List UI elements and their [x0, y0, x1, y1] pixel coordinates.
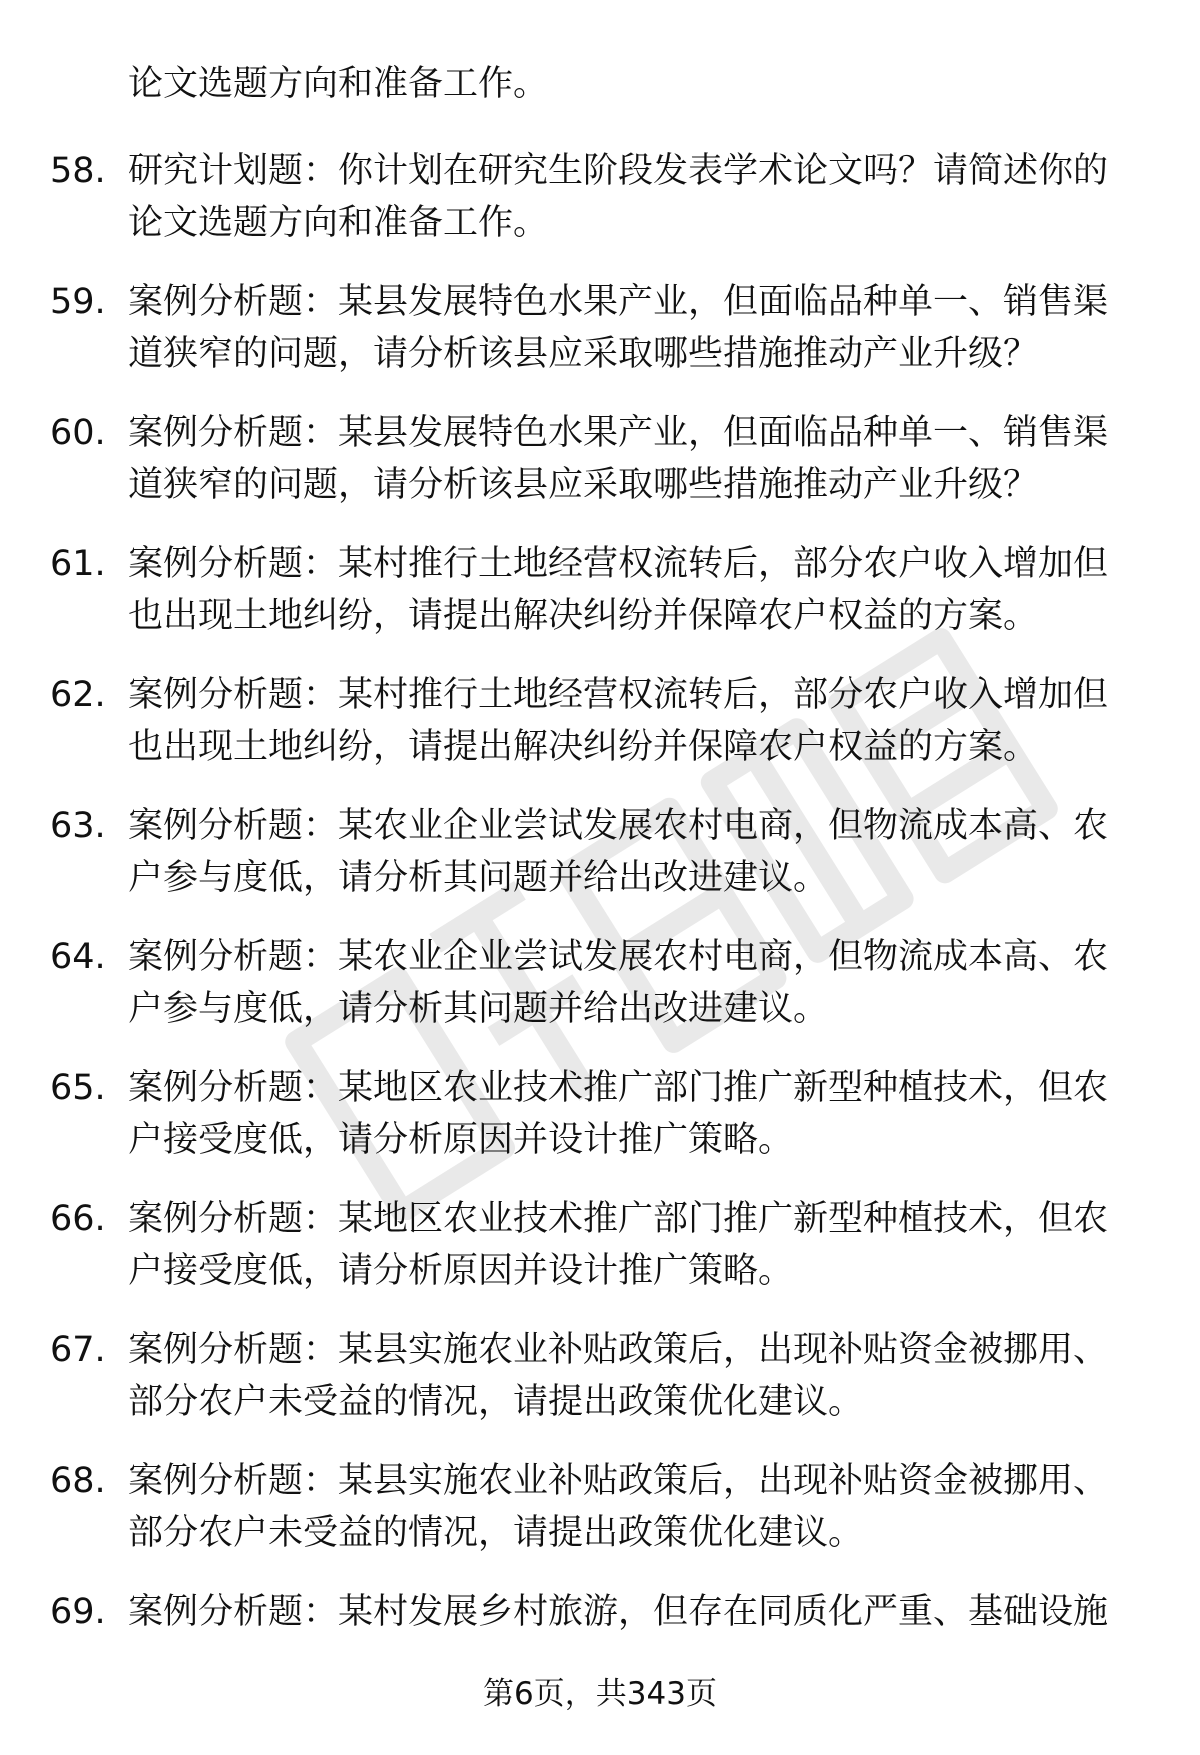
question-text: 案例分析题：某县实施农业补贴政策后，出现补贴资金被挪用、 部分农户未受益的情况，请提出政策优化建议。 — [128, 1461, 1109, 1553]
question-number: 65. — [50, 1068, 106, 1108]
question-number: 67. — [50, 1330, 106, 1370]
question-item — [0, 145, 1200, 276]
question-item — [0, 1324, 1200, 1455]
question-text: 案例分析题：某县发展特色水果产业，但面临品种单一、销售渠 道狭窄的问题，请分析该县应采取哪些措施推动产业升级？ — [128, 413, 1109, 505]
question-number: 68. — [50, 1461, 106, 1501]
question-item — [0, 800, 1200, 931]
question-item — [0, 669, 1200, 800]
question-item — [0, 407, 1200, 538]
question-text: 研究计划题：你计划在研究生阶段发表学术论文吗？请简述你的 论文选题方向和准备工作。 — [128, 151, 1109, 243]
question-number: 63. — [50, 806, 106, 846]
question-item — [0, 1193, 1200, 1324]
question-number: 59. — [50, 282, 106, 322]
question-item — [0, 1062, 1200, 1193]
page-footer: 第6页，共343页 — [483, 1676, 717, 1712]
question-text: 案例分析题：某农业企业尝试发展农村电商，但物流成本高、农 户参与度低，请分析其问题并给出改进建议。 — [128, 806, 1109, 898]
continuation-text: 论文选题方向和准备工作。 — [128, 64, 549, 104]
question-item — [0, 931, 1200, 1062]
question-item — [0, 1455, 1200, 1586]
question-number: 58. — [50, 151, 106, 191]
question-item — [0, 538, 1200, 669]
question-number: 61. — [50, 544, 106, 584]
question-number: 62. — [50, 675, 106, 715]
question-item — [0, 276, 1200, 407]
question-text: 案例分析题：某村发展乡村旅游，但存在同质化严重、基础设施 — [128, 1592, 1109, 1632]
question-text: 案例分析题：某县发展特色水果产业，但面临品种单一、销售渠 道狭窄的问题，请分析该县应采取哪些措施推动产业升级？ — [128, 282, 1109, 374]
question-number: 69. — [50, 1592, 106, 1632]
question-number: 66. — [50, 1199, 106, 1239]
question-text: 案例分析题：某地区农业技术推广部门推广新型种植技术，但农 户接受度低，请分析原因并设计推广策略。 — [128, 1068, 1109, 1160]
question-text: 案例分析题：某地区农业技术推广部门推广新型种植技术，但农 户接受度低，请分析原因并设计推广策略。 — [128, 1199, 1109, 1291]
question-text: 案例分析题：某农业企业尝试发展农村电商，但物流成本高、农 户参与度低，请分析其问题并给出改进建议。 — [128, 937, 1109, 1029]
question-list — [0, 145, 1200, 1717]
question-number: 64. — [50, 937, 106, 977]
question-text: 案例分析题：某县实施农业补贴政策后，出现补贴资金被挪用、 部分农户未受益的情况，请提出政策优化建议。 — [128, 1330, 1109, 1422]
question-text: 案例分析题：某村推行土地经营权流转后，部分农户收入增加但 也出现土地纠纷，请提出解决纠纷并保障农户权益的方案。 — [128, 675, 1109, 767]
question-text: 案例分析题：某村推行土地经营权流转后，部分农户收入增加但 也出现土地纠纷，请提出解决纠纷并保障农户权益的方案。 — [128, 544, 1109, 636]
question-number: 60. — [50, 413, 106, 453]
